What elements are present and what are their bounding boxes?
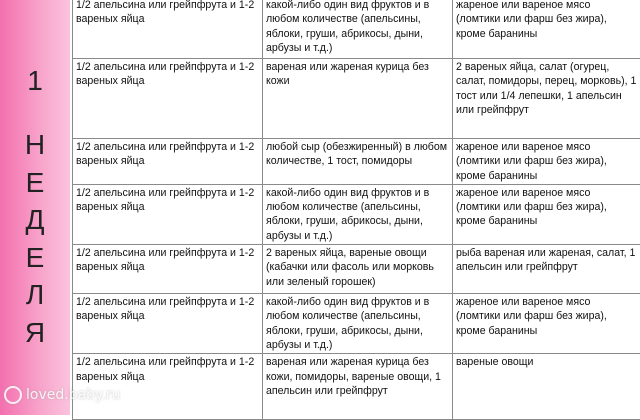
table-row — [73, 0, 640, 59]
breakfast-cell: 1/2 апельсина или грейпфрута и 1-2 вареных яйца — [73, 354, 263, 420]
lunch-cell: вареная или жареная курица без кожи — [263, 59, 453, 139]
week-vertical-text — [0, 62, 70, 351]
dinner-cell: 2 вареных яйца, салат (огурец, салат, помидоры, перец, морковь), 1 тост или 1/4 лепешки, 1 апельсин или грейпфрут — [453, 59, 640, 139]
dinner-cell: рыба вареная или жареная, салат, 1 апельсин или грейпфрут — [453, 245, 640, 294]
breakfast-cell: 1/2 апельсина или грейпфрута и 1-2 вареных яйца — [73, 294, 263, 354]
breakfast-cell: 1/2 апельсина или грейпфрута и 1-2 вареных яйца — [73, 0, 263, 59]
diet-table — [72, 0, 640, 420]
week-letter: Я — [0, 314, 70, 352]
week-number: 1 — [0, 62, 70, 100]
table-row — [73, 139, 640, 185]
table-row — [73, 184, 640, 244]
dinner-cell: жареное или вареное мясо (ломтики или фарш без жира), кроме баранины — [453, 294, 640, 354]
lunch-cell: какой-либо один вид фруктов и в любом количестве (апельсины, яблоки, груши, абрикосы, дыни, арбузы и т.д.) — [263, 0, 453, 59]
dinner-cell: жареное или вареное мясо (ломтики или фарш без жира), кроме баранины — [453, 0, 640, 59]
lunch-cell: какой-либо один вид фруктов и в любом количестве (апельсины, яблоки, груши, абрикосы, дыни, арбузы и т.д.) — [263, 184, 453, 244]
lunch-cell: 2 вареных яйца, вареные овощи (кабачки или фасоль или морковь или зеленый горошек) — [263, 245, 453, 294]
breakfast-cell: 1/2 апельсина или грейпфрута и 1-2 вареных яйца — [73, 139, 263, 185]
week-letter: Н — [0, 126, 70, 164]
lunch-cell: любой сыр (обезжиренный) в любом количестве, 1 тост, помидоры — [263, 139, 453, 185]
week-letter: Е — [0, 164, 70, 202]
week-letter: Е — [0, 239, 70, 277]
week-letter: Л — [0, 276, 70, 314]
lunch-cell: вареная или жареная курица без кожи, помидоры, вареные овощи, 1 апельсин или грейпфрут — [263, 354, 453, 420]
table-row — [73, 294, 640, 354]
table-row — [73, 245, 640, 294]
sidebar-week-label — [0, 0, 70, 415]
lunch-cell: какой-либо один вид фруктов и в любом количестве (апельсины, яблоки, груши, абрикосы, дыни, арбузы и т.д.) — [263, 294, 453, 354]
dinner-cell: вареные овощи — [453, 354, 640, 420]
week-letter: Д — [0, 201, 70, 239]
baby-logo-icon — [4, 386, 22, 404]
watermark-text: loved.baby.ru — [26, 387, 120, 403]
dinner-cell: жареное или вареное мясо (ломтики или фарш без жира), кроме баранины — [453, 139, 640, 185]
watermark — [4, 386, 120, 404]
table-row — [73, 354, 640, 420]
breakfast-cell: 1/2 апельсина или грейпфрута и 1-2 вареных яйца — [73, 184, 263, 244]
breakfast-cell: 1/2 апельсина или грейпфрута и 1-2 вареных яйца — [73, 245, 263, 294]
breakfast-cell: 1/2 апельсина или грейпфрута и 1-2 вареных яйца — [73, 59, 263, 139]
table-row — [73, 59, 640, 139]
dinner-cell: жареное или вареное мясо (ломтики или фарш без жира), кроме баранины — [453, 184, 640, 244]
